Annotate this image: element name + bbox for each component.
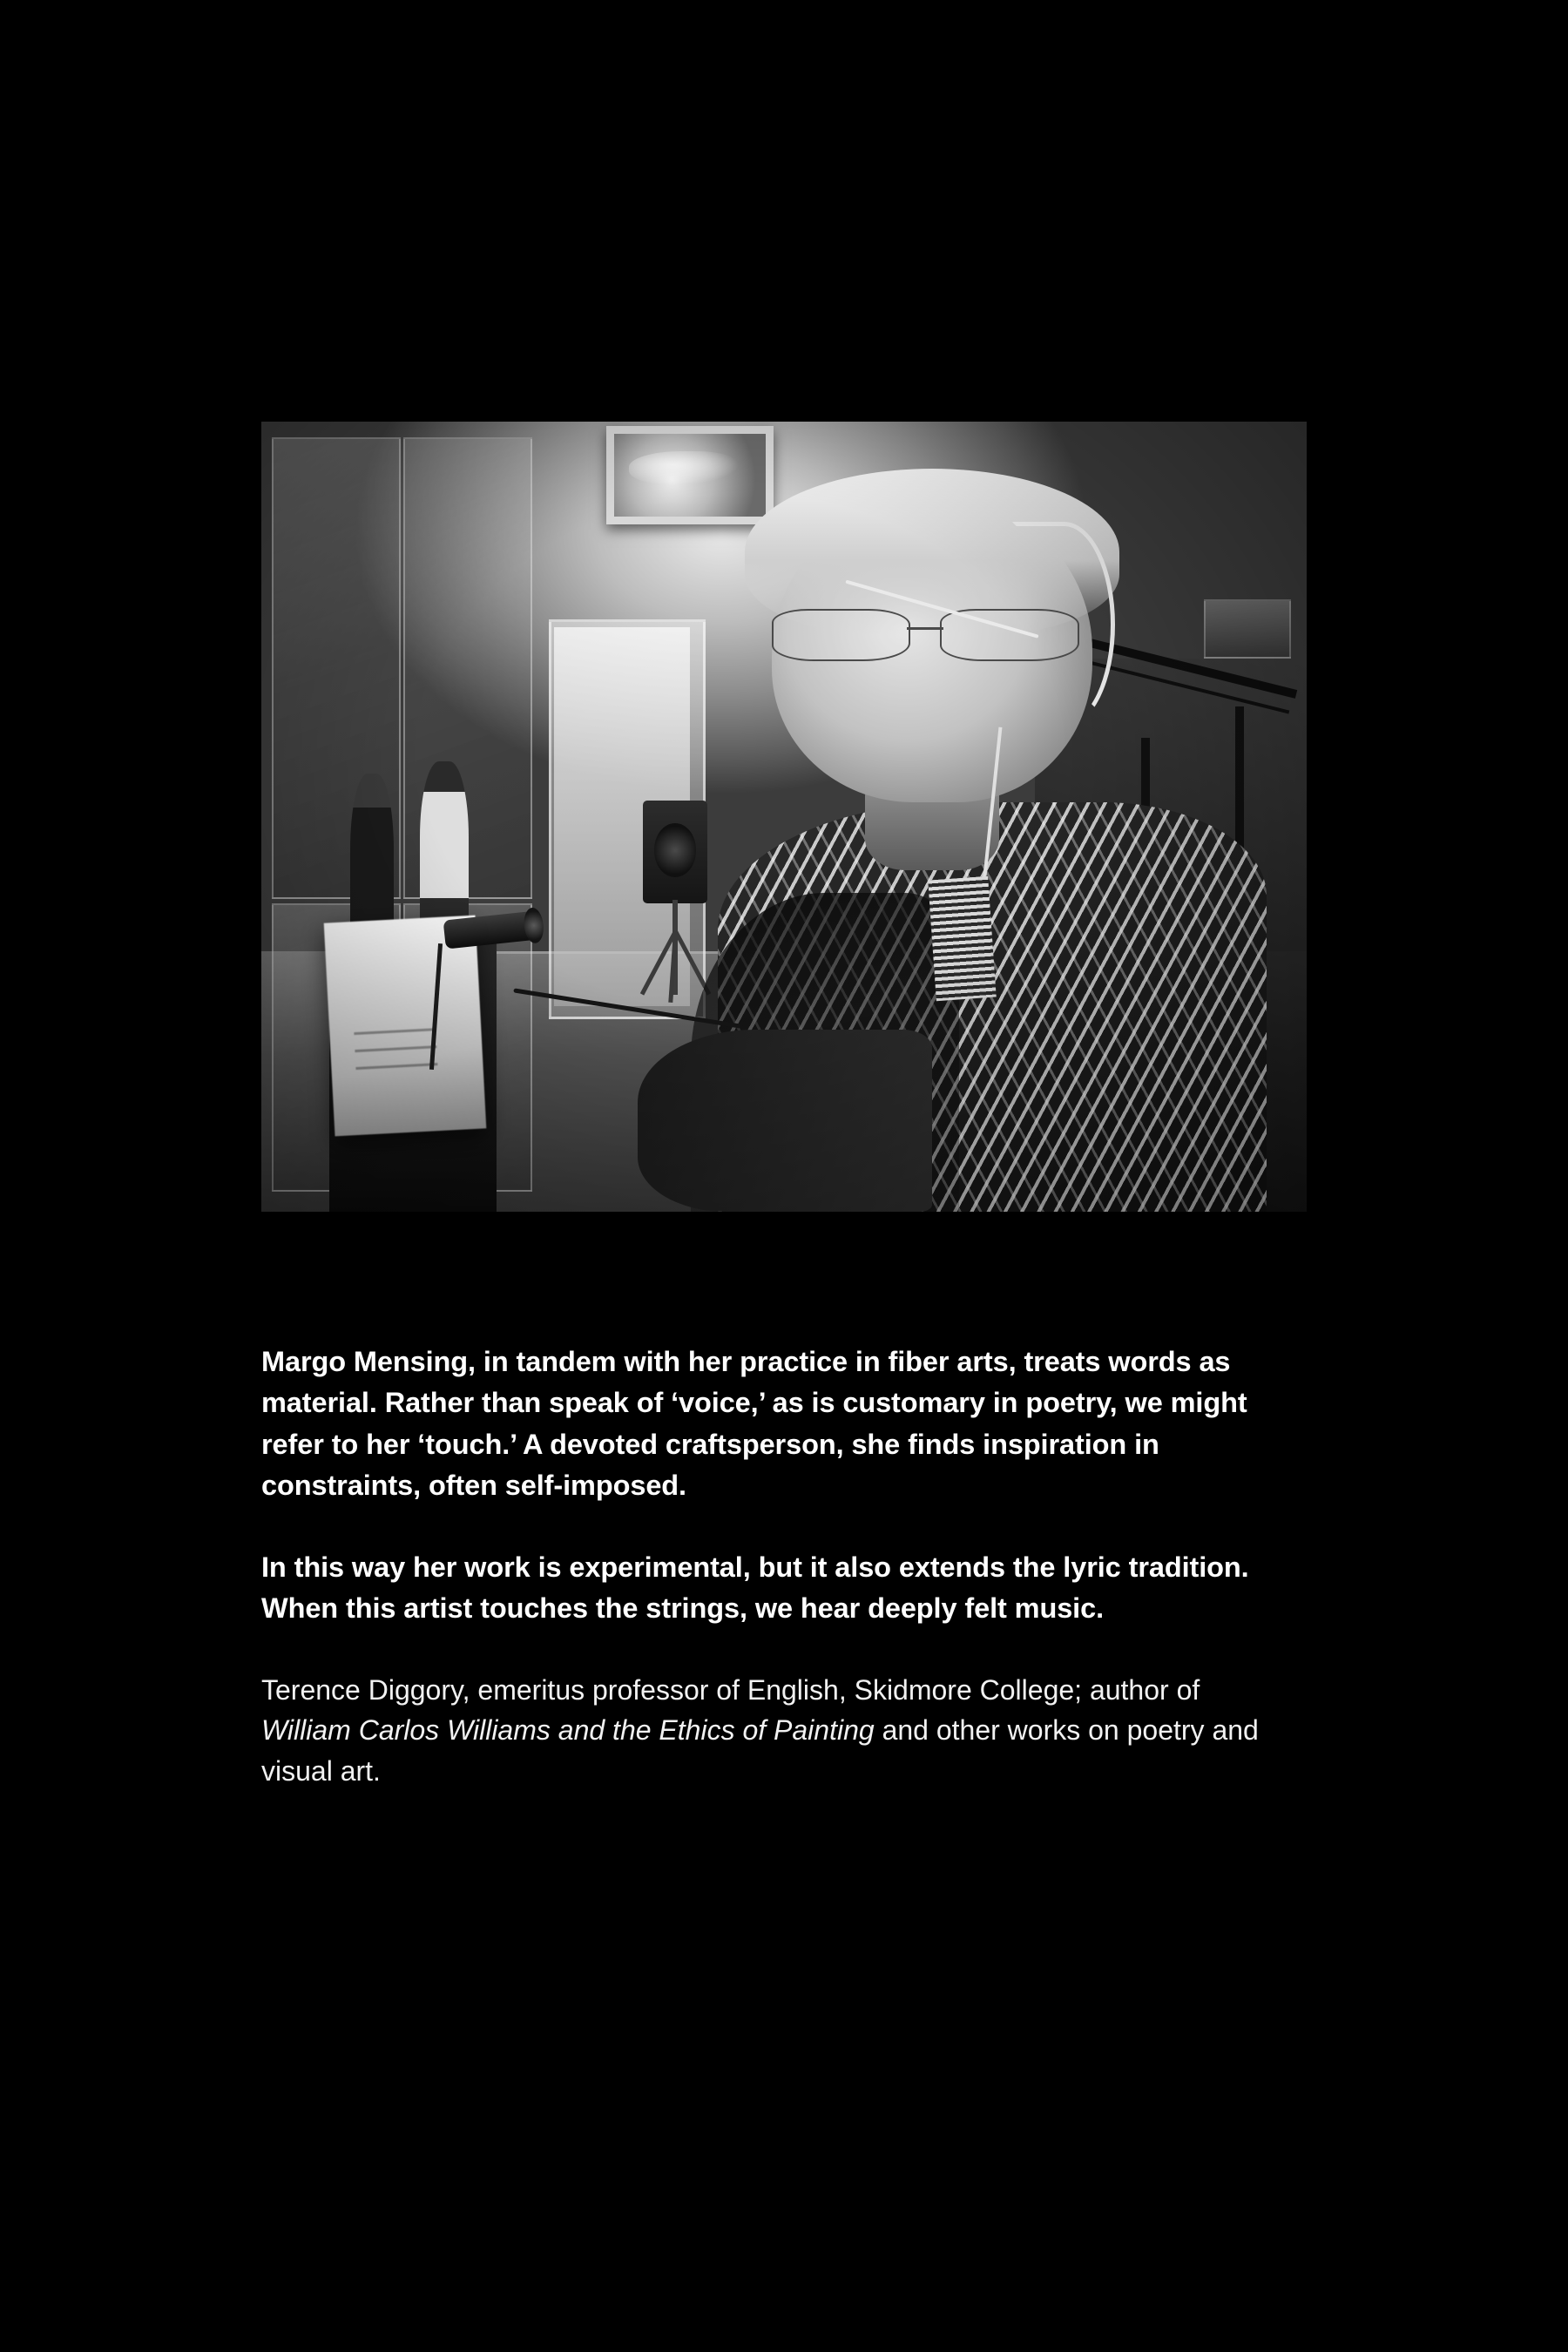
reading-papers bbox=[324, 916, 487, 1137]
credit-lead: Terence Diggory, emeritus professor of English, Skidmore College; author of bbox=[261, 1673, 1200, 1706]
headset-band bbox=[1012, 522, 1115, 727]
caption-paragraph-1: Margo Mensing, in tandem with her practice in fiber arts, treats words as material. Rather than speak of ‘voice,’ as is customary in poetry, we might refer to her ‘touch.’ A devoted craftsperson, she finds inspiration in constraints, often self-imposed. bbox=[261, 1346, 1247, 1502]
eyeglass-lens bbox=[772, 609, 910, 662]
credit-line bbox=[261, 1670, 1289, 1792]
paper-text-line bbox=[355, 1045, 436, 1052]
caption-block bbox=[261, 1342, 1289, 1792]
eyeglass-bridge bbox=[907, 627, 943, 630]
caption-paragraph-2: In this way her work is experimental, but it also extends the lyric tradition. When this artist touches the strings, we hear deeply felt music. bbox=[261, 1551, 1249, 1625]
credit-work-title: William Carlos Williams and the Ethics of Painting bbox=[261, 1714, 875, 1747]
credit-trail: and other works on poetry and visual art. bbox=[261, 1714, 1259, 1788]
photograph-image bbox=[261, 422, 1307, 1212]
paper-text-line bbox=[354, 1029, 436, 1036]
arm bbox=[638, 1030, 932, 1212]
photo-figure bbox=[261, 422, 1307, 1212]
lanyard bbox=[928, 876, 997, 1002]
paper-text-line bbox=[355, 1063, 437, 1070]
speaker-portrait bbox=[638, 453, 1307, 1212]
